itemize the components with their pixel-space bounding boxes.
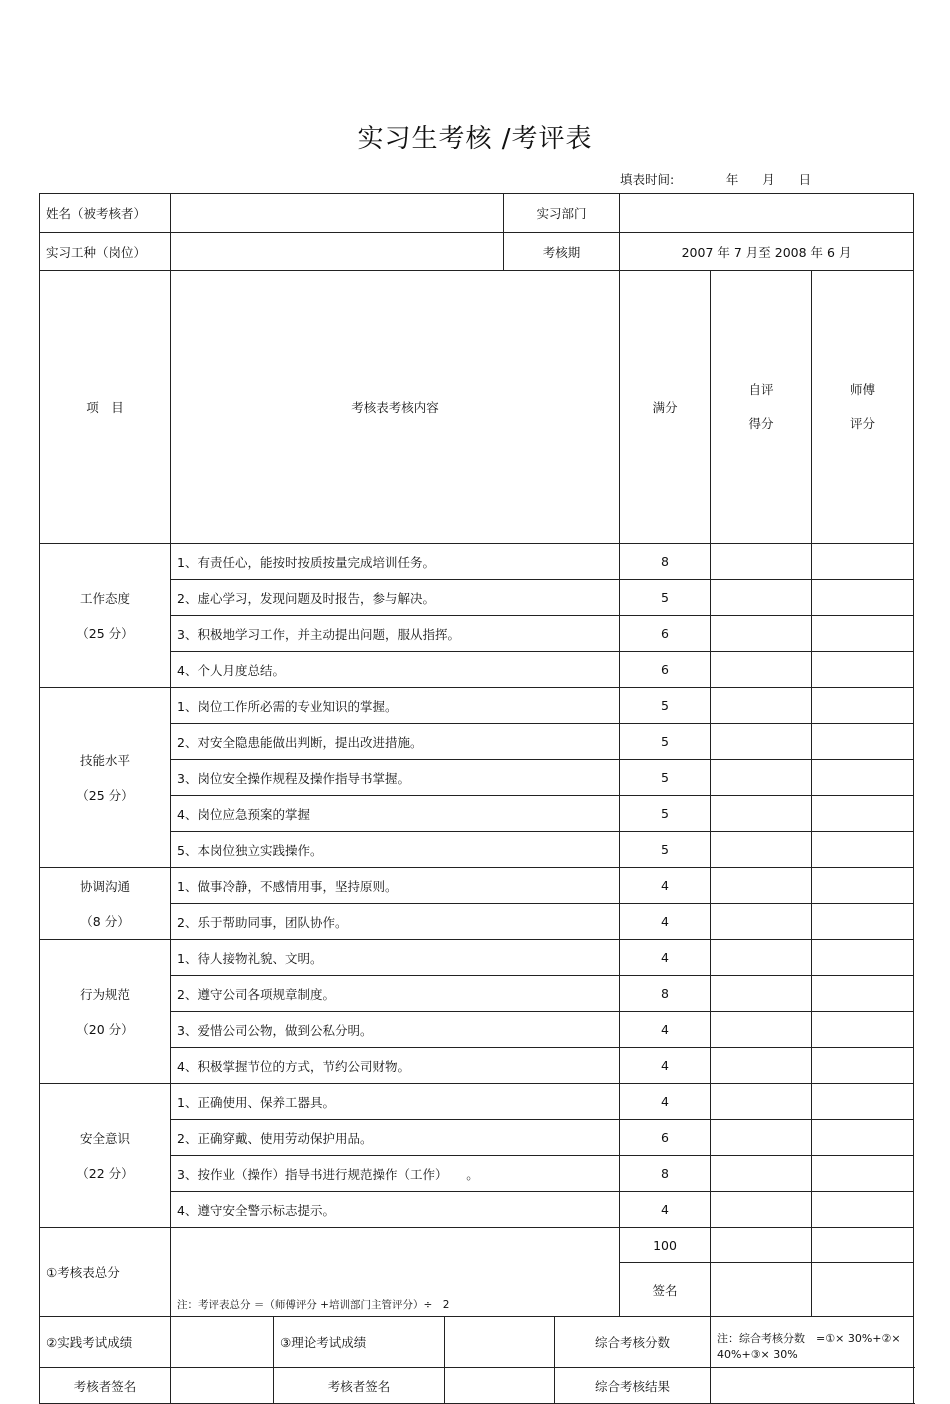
item-text: 3、积极地学习工作，并主动提出问题，服从指挥。 bbox=[171, 616, 620, 652]
category-points: （20 分） bbox=[76, 1021, 134, 1037]
page-title: 实习生考核 /考评表 bbox=[357, 124, 593, 154]
item-text: 1、待人接物礼貌、文明。 bbox=[171, 940, 620, 976]
item-text: 4、积极掌握节位的方式，节约公司财物。 bbox=[171, 1048, 620, 1084]
name-label: 姓名（被考核者） bbox=[40, 194, 171, 233]
master-score-cell[interactable] bbox=[812, 976, 914, 1012]
total-label: ①考核表总分 bbox=[40, 1228, 171, 1317]
category-cell bbox=[40, 868, 171, 940]
item-full-score: 5 bbox=[620, 580, 711, 616]
category-name: 行为规范 bbox=[79, 986, 130, 1002]
item-text: 2、乐于帮助同事，团队协作。 bbox=[171, 904, 620, 940]
item-row bbox=[40, 1192, 914, 1228]
master-score-cell[interactable] bbox=[812, 904, 914, 940]
overall-result-cell[interactable] bbox=[711, 1368, 914, 1404]
item-row bbox=[40, 724, 914, 760]
item-full-score: 4 bbox=[620, 1084, 711, 1120]
master-score-cell[interactable] bbox=[812, 868, 914, 904]
total-score: 100 bbox=[620, 1228, 711, 1263]
item-text: 2、对安全隐患能做出判断，提出改进措施。 bbox=[171, 724, 620, 760]
master-score-cell[interactable] bbox=[812, 1084, 914, 1120]
master-score-cell[interactable] bbox=[812, 580, 914, 616]
self-score-cell[interactable] bbox=[711, 1156, 812, 1192]
master-score-cell[interactable] bbox=[812, 616, 914, 652]
category-points: （22 分） bbox=[76, 1165, 134, 1181]
item-row bbox=[40, 544, 914, 580]
sign-label: 签名 bbox=[620, 1263, 711, 1317]
total-note: 注：考评表总分 ＝（师傅评分 +培训部门主管评分）÷ 2 bbox=[177, 1299, 450, 1311]
item-text: 1、做事冷静，不感情用事，坚持原则。 bbox=[171, 868, 620, 904]
category-name: 协调沟通 bbox=[79, 878, 130, 894]
item-row bbox=[40, 940, 914, 976]
category-cell bbox=[40, 940, 171, 1084]
item-row bbox=[40, 796, 914, 832]
self-score-cell[interactable] bbox=[711, 652, 812, 688]
master-score-cell[interactable] bbox=[812, 940, 914, 976]
header-row-job bbox=[40, 233, 914, 271]
sign-master-cell[interactable] bbox=[812, 1263, 914, 1317]
item-text: 4、遵守安全警示标志提示。 bbox=[171, 1192, 620, 1228]
item-row bbox=[40, 580, 914, 616]
category-name: 技能水平 bbox=[79, 752, 130, 768]
category-cell bbox=[40, 544, 171, 688]
assessor-sign-cell-2[interactable] bbox=[445, 1368, 555, 1404]
overall-result-label: 综合考核结果 bbox=[555, 1368, 711, 1404]
item-text: 5、本岗位独立实践操作。 bbox=[171, 832, 620, 868]
item-full-score: 8 bbox=[620, 544, 711, 580]
item-full-score: 6 bbox=[620, 1120, 711, 1156]
item-full-score: 5 bbox=[620, 760, 711, 796]
master-score-cell[interactable] bbox=[812, 1120, 914, 1156]
self-score-cell[interactable] bbox=[711, 688, 812, 724]
self-score-cell[interactable] bbox=[711, 616, 812, 652]
item-row bbox=[40, 976, 914, 1012]
item-text: 3、岗位安全操作规程及操作指导书掌握。 bbox=[171, 760, 620, 796]
total-note-cell bbox=[171, 1228, 620, 1317]
category-points: （25 分） bbox=[76, 625, 134, 641]
self-score-cell[interactable] bbox=[711, 544, 812, 580]
col-full-score: 满分 bbox=[620, 271, 711, 544]
self-score-cell[interactable] bbox=[711, 1084, 812, 1120]
signature-row bbox=[40, 1368, 914, 1404]
item-text: 3、爱惜公司公物，做到公私分明。 bbox=[171, 1012, 620, 1048]
overall-note: 注：综合考核分数 =①× 30%+②× 40%+③× 30% bbox=[717, 1332, 901, 1361]
master-score-cell[interactable] bbox=[812, 760, 914, 796]
practice-value-cell[interactable] bbox=[171, 1317, 274, 1368]
item-full-score: 4 bbox=[620, 1048, 711, 1084]
dept-value-cell[interactable] bbox=[620, 194, 914, 233]
fill-time-label: 填表时间: bbox=[620, 172, 675, 187]
category-points: （8 分） bbox=[80, 913, 130, 929]
self-score-cell[interactable] bbox=[711, 1120, 812, 1156]
item-text: 1、正确使用、保养工器具。 bbox=[171, 1084, 620, 1120]
period-value: 2007 年 7 月至 2008 年 6 月 bbox=[620, 233, 914, 271]
master-score-cell[interactable] bbox=[812, 1156, 914, 1192]
item-full-score: 5 bbox=[620, 832, 711, 868]
master-score-cell[interactable] bbox=[812, 1048, 914, 1084]
item-row bbox=[40, 760, 914, 796]
category-name: 安全意识 bbox=[79, 1130, 130, 1146]
item-row bbox=[40, 1156, 914, 1192]
dept-label: 实习部门 bbox=[504, 194, 620, 233]
assessment-table bbox=[39, 193, 914, 1404]
category-name: 工作态度 bbox=[79, 590, 130, 606]
exam-row bbox=[40, 1317, 914, 1368]
period-label: 考核期 bbox=[504, 233, 620, 271]
fill-time-year: 年 bbox=[725, 172, 739, 187]
self-score-cell[interactable] bbox=[711, 868, 812, 904]
item-full-score: 4 bbox=[620, 904, 711, 940]
col-content: 考核表考核内容 bbox=[171, 271, 620, 544]
master-score-cell[interactable] bbox=[812, 796, 914, 832]
theory-label: ③理论考试成绩 bbox=[274, 1317, 445, 1368]
assessor-sign-label-1: 考核者签名 bbox=[40, 1368, 171, 1404]
col-self-score: 自评 得分 bbox=[711, 271, 812, 544]
self-score-cell[interactable] bbox=[711, 1192, 812, 1228]
item-full-score: 4 bbox=[620, 1012, 711, 1048]
self-score-cell[interactable] bbox=[711, 904, 812, 940]
self-score-cell[interactable] bbox=[711, 940, 812, 976]
total-row-top bbox=[40, 1228, 914, 1263]
item-full-score: 4 bbox=[620, 1192, 711, 1228]
practice-label: ②实践考试成绩 bbox=[40, 1317, 171, 1368]
overall-note-cell bbox=[711, 1317, 914, 1368]
item-full-score: 5 bbox=[620, 724, 711, 760]
self-score-cell[interactable] bbox=[711, 580, 812, 616]
item-row bbox=[40, 904, 914, 940]
master-score-cell[interactable] bbox=[812, 724, 914, 760]
self-score-cell[interactable] bbox=[711, 724, 812, 760]
master-score-cell[interactable] bbox=[812, 544, 914, 580]
fill-time-line bbox=[620, 170, 811, 188]
item-row bbox=[40, 1012, 914, 1048]
total-master-cell[interactable] bbox=[812, 1228, 914, 1263]
overall-label: 综合考核分数 bbox=[555, 1317, 711, 1368]
job-label: 实习工种（岗位） bbox=[40, 233, 171, 271]
item-full-score: 4 bbox=[620, 940, 711, 976]
item-full-score: 8 bbox=[620, 1156, 711, 1192]
master-score-cell[interactable] bbox=[812, 832, 914, 868]
master-score-cell[interactable] bbox=[812, 1192, 914, 1228]
theory-value-cell[interactable] bbox=[445, 1317, 555, 1368]
item-text: 2、遵守公司各项规章制度。 bbox=[171, 976, 620, 1012]
self-score-cell[interactable] bbox=[711, 1012, 812, 1048]
item-text: 4、岗位应急预案的掌握 bbox=[171, 796, 620, 832]
item-text: 3、按作业（操作）指导书进行规范操作（工作） 。 bbox=[171, 1156, 620, 1192]
item-row bbox=[40, 868, 914, 904]
item-text: 2、虚心学习，发现问题及时报告，参与解决。 bbox=[171, 580, 620, 616]
item-full-score: 6 bbox=[620, 652, 711, 688]
item-full-score: 6 bbox=[620, 616, 711, 652]
item-text: 4、个人月度总结。 bbox=[171, 652, 620, 688]
item-full-score: 5 bbox=[620, 796, 711, 832]
sign-self-cell[interactable] bbox=[711, 1263, 812, 1317]
master-score-cell[interactable] bbox=[812, 1012, 914, 1048]
item-row bbox=[40, 652, 914, 688]
column-header-row bbox=[40, 271, 914, 544]
item-full-score: 8 bbox=[620, 976, 711, 1012]
col-item: 项 目 bbox=[40, 271, 171, 544]
col-master-score: 师傅 评分 bbox=[812, 271, 914, 544]
self-score-cell[interactable] bbox=[711, 976, 812, 1012]
item-full-score: 5 bbox=[620, 688, 711, 724]
name-value-cell[interactable] bbox=[171, 194, 504, 233]
fill-time-month: 月 bbox=[762, 172, 775, 187]
self-score-cell[interactable] bbox=[711, 1048, 812, 1084]
master-score-cell[interactable] bbox=[812, 652, 914, 688]
item-text: 1、有责任心，能按时按质按量完成培训任务。 bbox=[171, 544, 620, 580]
fill-time-day: 日 bbox=[798, 172, 812, 187]
item-row bbox=[40, 1048, 914, 1084]
item-row bbox=[40, 832, 914, 868]
self-score-cell[interactable] bbox=[711, 760, 812, 796]
assessor-sign-label-2: 考核者签名 bbox=[274, 1368, 445, 1404]
self-score-cell[interactable] bbox=[711, 796, 812, 832]
item-row bbox=[40, 616, 914, 652]
item-text: 2、正确穿戴、使用劳动保护用品。 bbox=[171, 1120, 620, 1156]
header-row-name bbox=[40, 194, 914, 233]
item-text: 1、岗位工作所必需的专业知识的掌握。 bbox=[171, 688, 620, 724]
item-row bbox=[40, 688, 914, 724]
category-points: （25 分） bbox=[76, 787, 134, 803]
category-cell bbox=[40, 1084, 171, 1228]
total-self-cell[interactable] bbox=[711, 1228, 812, 1263]
item-full-score: 4 bbox=[620, 868, 711, 904]
job-value-cell[interactable] bbox=[171, 233, 504, 271]
self-score-cell[interactable] bbox=[711, 832, 812, 868]
master-score-cell[interactable] bbox=[812, 688, 914, 724]
item-row bbox=[40, 1084, 914, 1120]
assessor-sign-cell-1[interactable] bbox=[171, 1368, 274, 1404]
item-row bbox=[40, 1120, 914, 1156]
category-cell bbox=[40, 688, 171, 868]
